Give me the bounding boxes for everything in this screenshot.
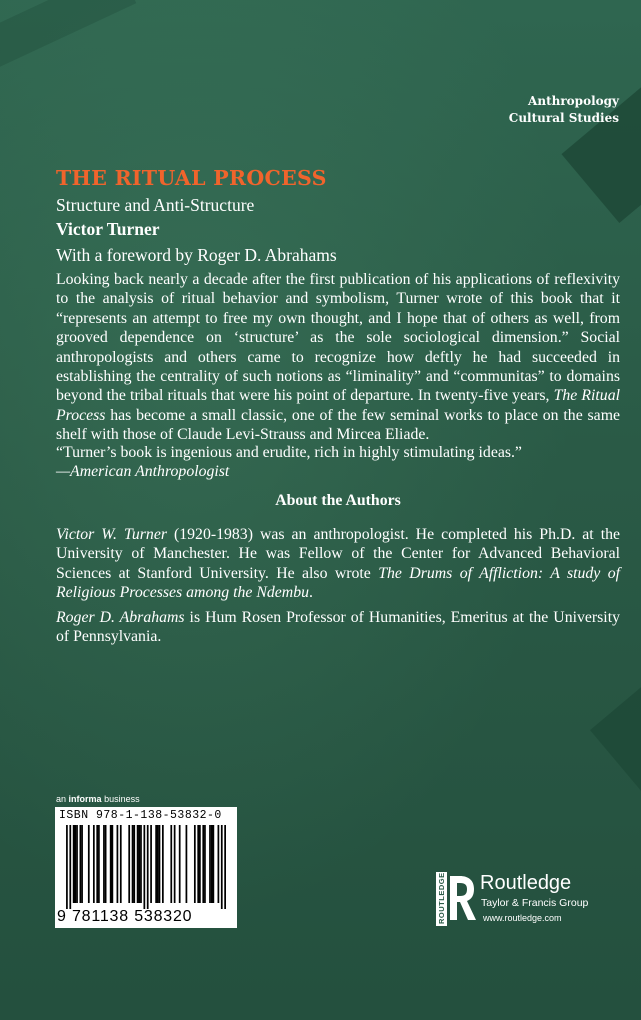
barcode-bar	[204, 825, 206, 903]
barcode-bar	[138, 825, 140, 903]
svg-text:ROUTLEDGE: ROUTLEDGE	[437, 872, 446, 924]
about-authors-heading: About the Authors	[275, 492, 401, 509]
publisher-group: Taylor & Francis Group	[481, 897, 589, 909]
review-source: —American Anthropologist	[56, 463, 230, 481]
barcode-bar	[117, 825, 119, 903]
bio-name: Roger D. Abrahams	[56, 609, 185, 626]
subject-line: Cultural Studies	[508, 111, 619, 125]
barcode-bar	[155, 825, 157, 903]
informa-business-label	[56, 794, 140, 804]
barcode-bar	[81, 825, 83, 903]
routledge-r-logo-icon	[436, 872, 476, 926]
review-quote	[56, 443, 620, 482]
publisher-url: www.routledge.com	[483, 913, 562, 923]
barcode-bar	[221, 825, 223, 909]
barcode-bar	[103, 825, 105, 903]
subject-line: Anthropology	[528, 94, 619, 108]
ean-number: 9 781138 538320	[57, 908, 193, 925]
subject-categories	[509, 93, 619, 127]
book-author: Victor Turner	[56, 219, 160, 239]
barcode-bar	[110, 825, 112, 903]
barcode-bar	[69, 825, 71, 909]
barcode-bar	[186, 825, 188, 903]
barcode-bar	[76, 825, 78, 903]
barcode-bar	[224, 825, 226, 909]
barcode-bar	[73, 825, 75, 903]
book-subtitle: Structure and Anti-Structure	[56, 195, 255, 215]
barcode-bar	[96, 825, 98, 903]
barcode-bar	[74, 825, 76, 903]
bio-text: is Hum Rosen Professor of Humanities, Emeritus at the University of Pennsylvania.	[56, 609, 620, 646]
barcode-bar	[147, 825, 149, 909]
bio-text: (1920-1983) was an anthropologist. He completed his Ph.D. at the University of Manchester. He was Fellow of the Center for Advanced Behavioral Sciences at Stanford University. He also wrote	[56, 526, 620, 582]
barcode-bar	[93, 825, 95, 903]
isbn-barcode	[55, 807, 237, 928]
barcode-bar	[133, 825, 135, 903]
barcode-bar	[80, 825, 82, 903]
foreword-credit: With a foreword by Roger D. Abrahams	[56, 245, 337, 265]
barcode-bar	[211, 825, 213, 903]
publisher-block	[436, 870, 626, 930]
barcode-bar	[202, 825, 204, 903]
isbn-number: ISBN 978-1-138-53832-0	[59, 809, 222, 822]
barcode-bar	[120, 825, 122, 903]
barcode-bar	[98, 825, 100, 903]
publisher-name: Routledge	[480, 872, 572, 894]
barcode-bar	[157, 825, 159, 903]
barcode-bar	[143, 825, 145, 909]
review-text: “Turner’s book is ingenious and erudite, rich in highly stimulating ideas.”	[56, 444, 522, 461]
informa-prefix: an	[56, 794, 67, 804]
author-bio-abrahams	[56, 608, 620, 647]
barcode-bar	[212, 825, 214, 903]
bio-text: .	[309, 584, 313, 602]
barcode-bar	[159, 825, 161, 903]
barcode-bar	[197, 825, 199, 903]
barcode-bar	[218, 825, 220, 903]
barcode-bar	[199, 825, 201, 903]
barcode-bar	[174, 825, 176, 903]
barcode-bar	[179, 825, 181, 903]
barcode-bar	[170, 825, 172, 903]
book-title: THE RITUAL PROCESS	[56, 166, 327, 190]
barcode-bar	[150, 825, 152, 903]
barcode-bar	[137, 825, 139, 903]
barcode-bar	[128, 825, 130, 903]
description-text: has become a small classic, one of the few seminal works to place on the same shelf with those of Claude Levi-Strauss and Mircea Eliade.	[56, 406, 620, 444]
barcode-bar	[162, 825, 164, 903]
barcode-bar	[209, 825, 211, 903]
barcode-bar	[140, 825, 142, 903]
barcode-bar	[194, 825, 196, 903]
informa-suffix: business	[104, 794, 140, 804]
author-bio-turner	[56, 525, 620, 603]
description-title-italic: The Ritual Process	[56, 387, 620, 424]
barcode-bar	[88, 825, 90, 903]
description-text: Looking back nearly a decade after the first publication of his applications of reflexivity to the analysis of ritual behavior and symbolism, Turner wrote of this book that it “represents an attempt to free my own thought, and I hope that of others as well, from grooved dependence on ‘structure’ as the sole sociological dimension.” Social anthropologists and others came to recognize how deftly he had succeeded in establishing the centrality of such notions as “liminality” and “communitas” to domains beyond the tribal rituals that were his point of departure. In twenty-five years,	[56, 271, 620, 405]
informa-brand: informa	[68, 794, 102, 804]
barcode-bars	[61, 825, 231, 909]
barcode-bar	[105, 825, 107, 903]
barcode-bar	[132, 825, 134, 903]
decorative-stripe	[0, 0, 136, 113]
book-description	[56, 270, 620, 445]
bio-book-title: The Drums of Affliction: A study of Religious Processes among the Ndembu	[56, 564, 620, 602]
barcode-bar	[66, 825, 68, 909]
barcode-bar	[112, 825, 114, 903]
bio-name: Victor W. Turner	[56, 526, 167, 543]
